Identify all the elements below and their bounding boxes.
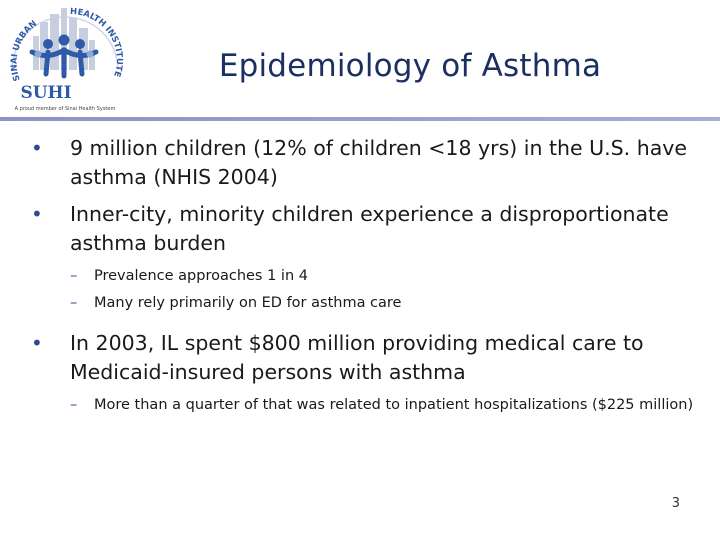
logo-acronym: SUHI <box>20 83 72 103</box>
dash-icon: – <box>70 268 78 284</box>
logo-tagline: A proud member of Sinai Health System <box>14 106 116 112</box>
sub-bullet-item <box>22 395 702 415</box>
bullet-icon: • <box>31 331 43 355</box>
page-number: 3 <box>671 496 680 511</box>
bullet-list <box>22 134 702 431</box>
bullet-icon: • <box>31 202 43 226</box>
slide-title: Epidemiology of Asthma <box>218 48 602 84</box>
suhi-logo <box>0 0 130 118</box>
bullet-item <box>22 134 702 192</box>
sub-bullet-text: Prevalence approaches 1 in 4 <box>94 268 308 284</box>
title-divider <box>0 117 720 121</box>
logo-arc-left: SINAI URBAN <box>9 18 39 83</box>
suhi-logo-graphic <box>0 0 130 118</box>
bullet-item <box>22 200 702 258</box>
sub-bullet-text: More than a quarter of that was related to inpatient hospitalizations ($225 million) <box>94 397 694 413</box>
sub-bullet-item <box>22 266 702 286</box>
sub-bullet-text: Many rely primarily on ED for asthma care <box>94 295 402 311</box>
sub-bullet-item <box>22 293 702 313</box>
sub-bullet-list <box>22 266 702 313</box>
sub-bullet-list <box>22 395 702 415</box>
bullet-item <box>22 329 702 387</box>
bullet-text: 9 million children (12% of children <18 yrs) in the U.S. have asthma (NHIS 2004) <box>70 136 688 189</box>
dash-icon: – <box>70 295 78 311</box>
dash-icon: – <box>70 397 78 413</box>
bullet-text: In 2003, IL spent $800 million providing medical care to Medicaid-insured persons with asthma <box>70 331 644 384</box>
bullet-text: Inner-city, minority children experience a disproportionate asthma burden <box>70 202 669 255</box>
bullet-icon: • <box>31 136 43 160</box>
logo-arc-right: HEALTH INSTITUTE <box>69 6 124 79</box>
